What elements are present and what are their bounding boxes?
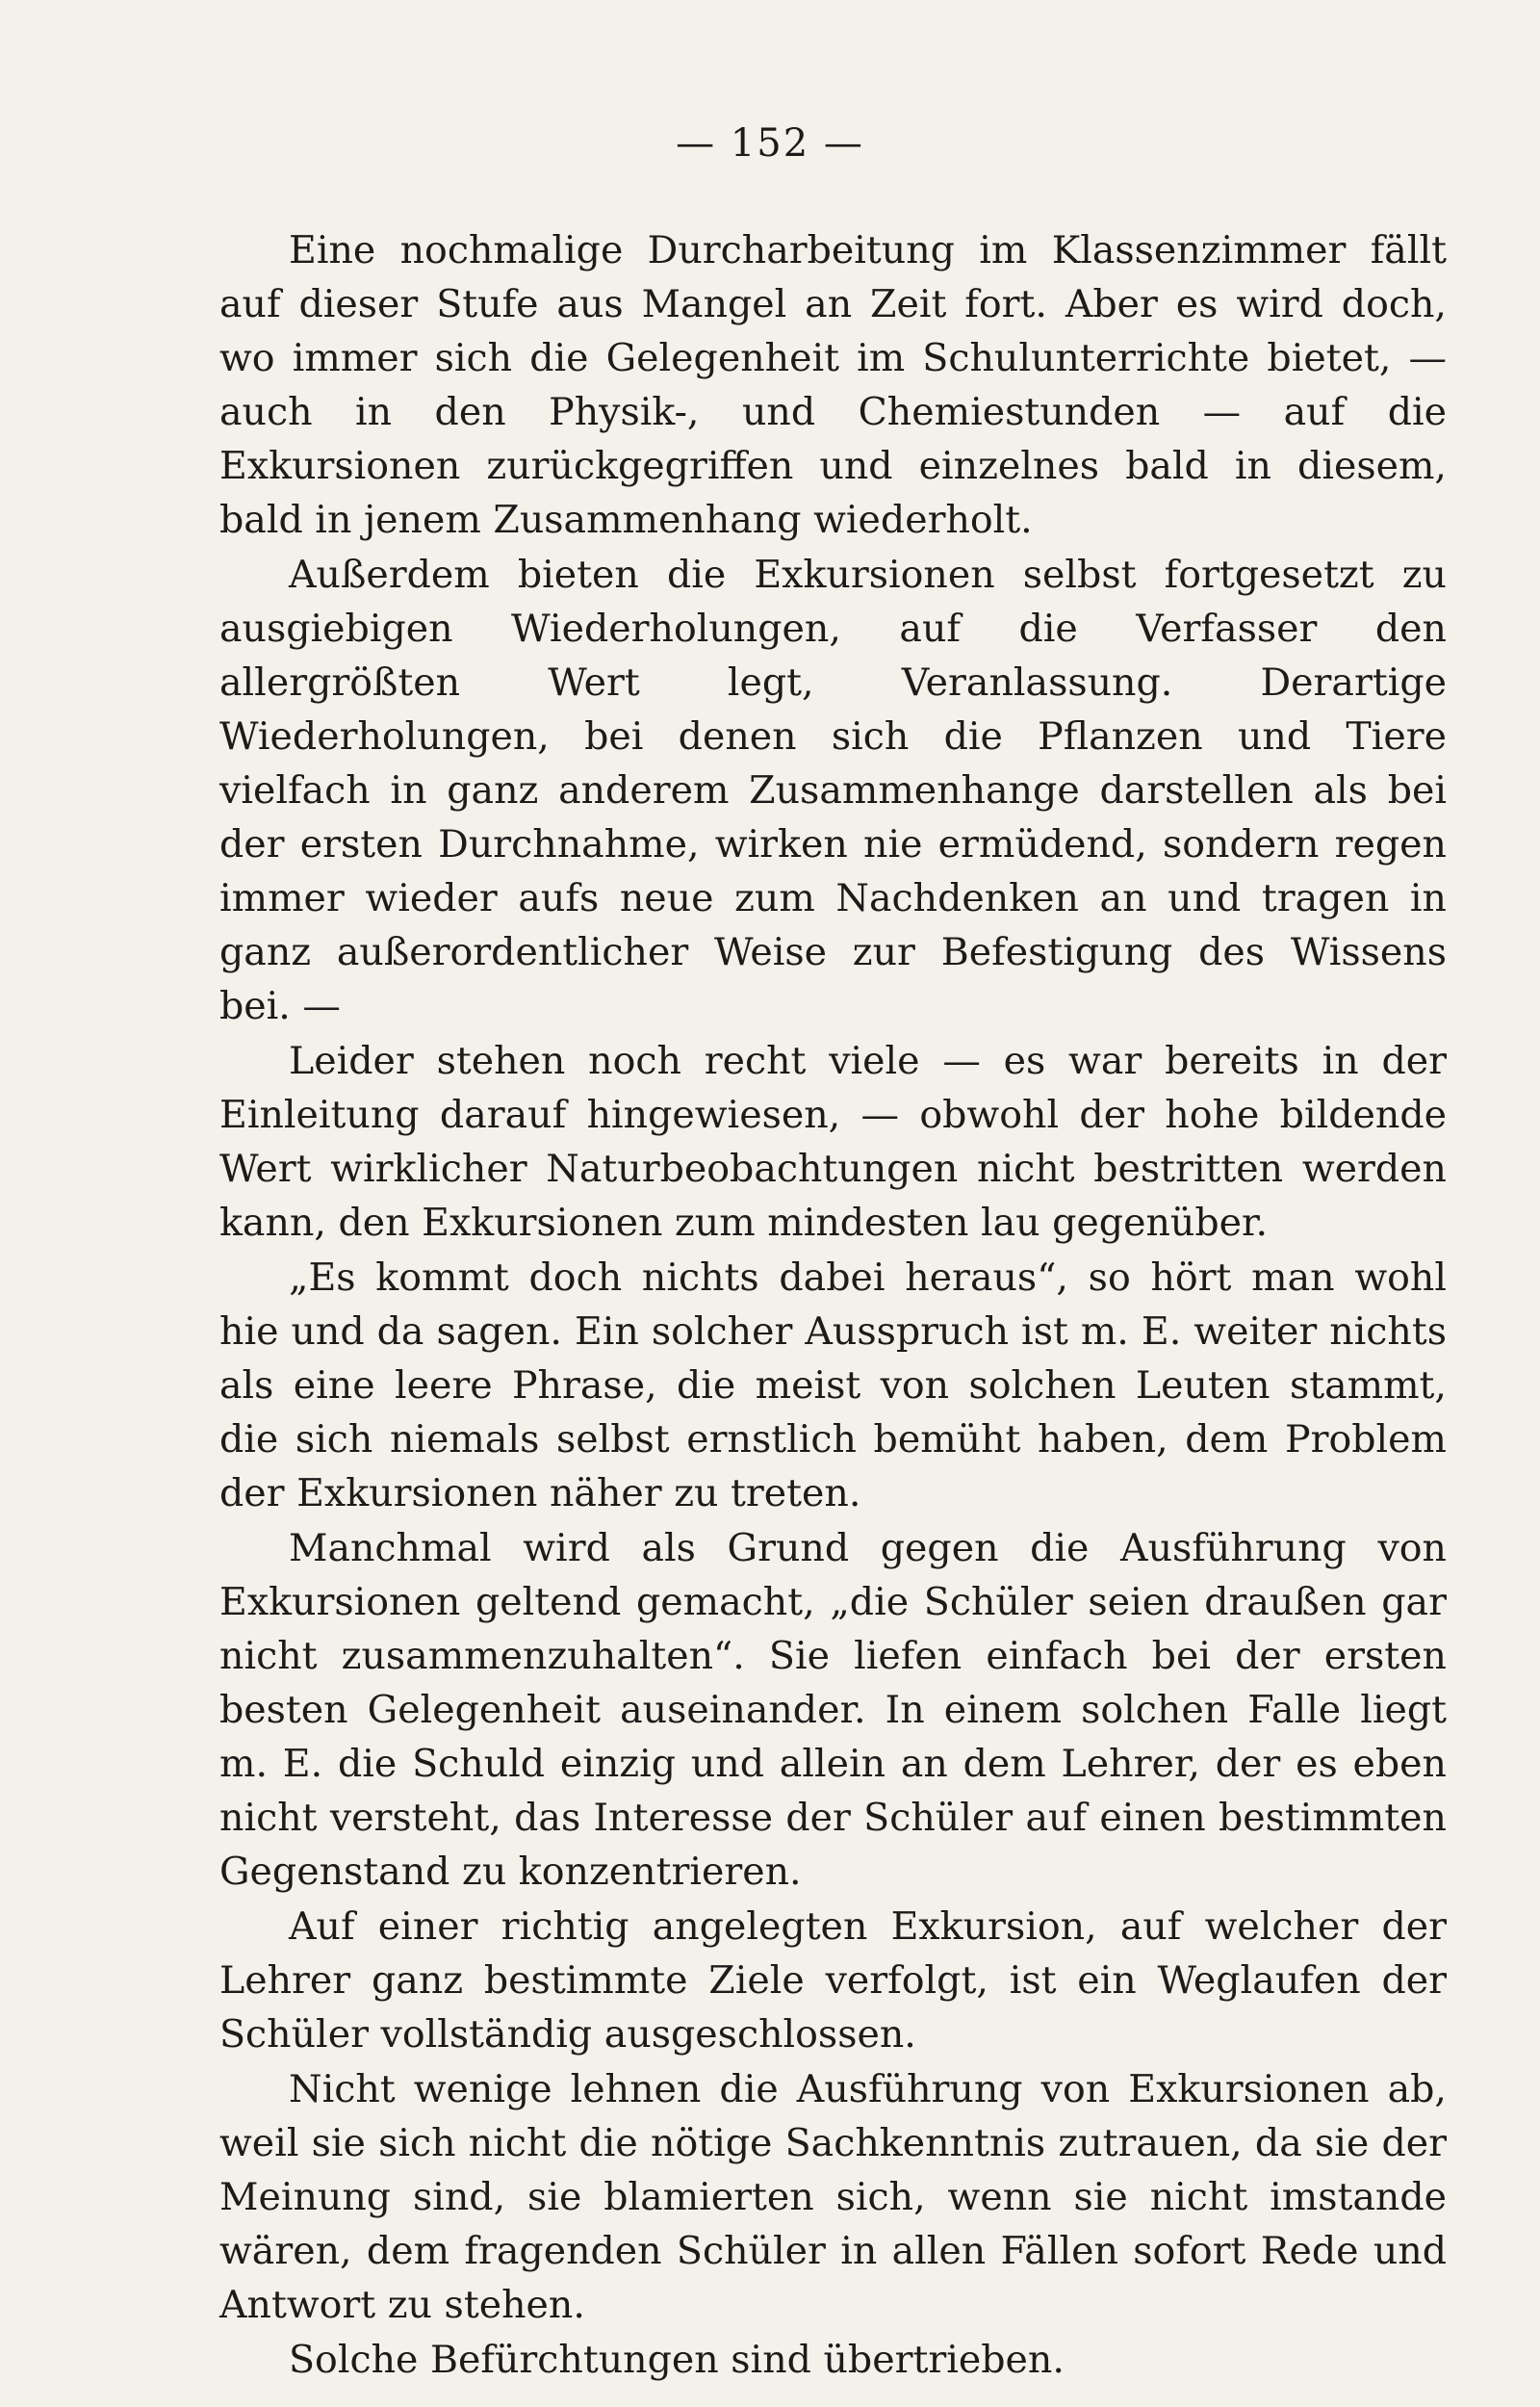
paragraph: Nicht wenige lehnen die Ausführung von Exkursionen ab, weil sie sich nicht die nötige Sachkenntnis zutrauen, da sie der Meinung sind, sie blamierten sich, wenn sie nicht imstande wären, dem fragenden Schüler in allen Fällen sofort Rede und Antwort zu stehen. (219, 2067, 1447, 2327)
paragraph: Manchmal wird als Grund gegen die Ausführung von Exkursionen geltend gemacht, „die Schüler seien draußen gar nicht zusammenzuhalten“. Sie liefen einfach bei der ersten besten Gelegenheit auseinander. In einem solchen Falle liegt m. E. die Schuld einzig und allein an dem Lehrer, der es eben nicht versteht, das Interesse der Schüler auf einen bestimmten Gegenstand zu konzentrieren. (219, 1526, 1447, 1894)
page-number: — 152 — (676, 121, 864, 166)
paragraph: Leider stehen noch recht viele — es war bereits in der Einleitung darauf hingewiesen, — obwohl der hohe bildende Wert wirklicher Naturbeobachtungen nicht bestritten werden kann, den Exkursionen zum mindesten lau gegenüber. (219, 1039, 1447, 1245)
paragraph: Eine nochmalige Durcharbeitung im Klassenzimmer fällt auf dieser Stufe aus Mangel an Zeit fort. Aber es wird doch, wo immer sich die Gelegenheit im Schulunterrichte bietet, — auch in den Physik-, und Chemiestunden — auf die Exkursionen zurückgegriffen und einzelnes bald in diesem, bald in jenem Zusammenhang wiederholt. (219, 228, 1447, 542)
paragraph: Auf einer richtig angelegten Exkursion, auf welcher der Lehrer ganz bestimmte Ziele verfolgt, ist ein Weglaufen der Schüler vollständig ausgeschlossen. (219, 1904, 1447, 2057)
paragraph: Solche Befürchtungen sind übertrieben. (289, 2338, 1065, 2382)
paragraph: Außerdem bieten die Exkursionen selbst fortgesetzt zu ausgiebigen Wiederholungen, auf die Verfasser den allergrößten Wert legt, Veranlassung. Derartige Wiederholungen, bei denen sich die Pflanzen und Tiere vielfach in ganz anderem Zusammenhange darstellen als bei der ersten Durchnahme, wirken nie ermüdend, sondern regen immer wieder aufs neue zum Nachdenken an und tragen in ganz außerordentlicher Weise zur Befestigung des Wissens bei. — (219, 553, 1447, 1028)
body-text (219, 223, 1447, 2387)
paragraph: „Es kommt doch nichts dabei heraus“, so hört man wohl hie und da sagen. Ein solcher Ausspruch ist m. E. weiter nichts als eine leere Phrase, die meist von solchen Leuten stammt, die sich niemals selbst ernstlich bemüht haben, dem Problem der Exkursionen näher zu treten. (219, 1255, 1447, 1515)
